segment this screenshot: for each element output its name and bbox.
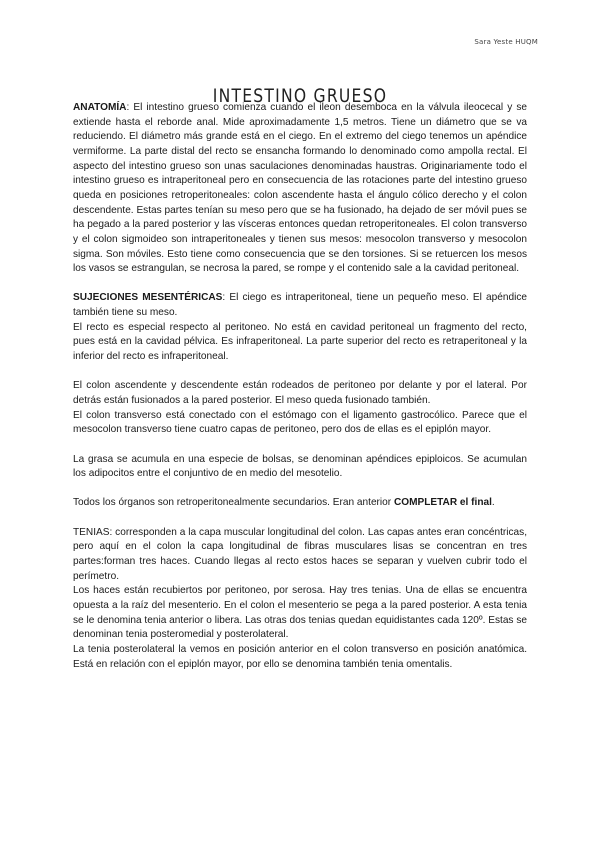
- organos-paragraph: [73, 496, 527, 511]
- tenias-paragraph: TENIAS: corresponden a la capa muscular longitudinal del colon. Las capas antes eran concéntricas, pero aquí en el colon la capa longitudinal de fibras musculares lisas se concentran en tres partes:forman tres haces. Cuando llegas al recto estos haces se separan y vuelven cubrir todo el perímetro.: [73, 526, 527, 582]
- haces-paragraph: Los haces están recubiertos por peritoneo, por serosa. Hay tres tenias. Una de ellas se encuentra opuesta a la raíz del mesenterio. En el colon el mesenterio se pega a la pared posterior. A esta tenia se le denomina tenia anterior o libera. Las otras dos tenias quedan equidistantes cada 120º. Estas se denominan tenia posteromedial y posterolateral.: [73, 585, 527, 641]
- anatomia-text: : El intestino grueso comienza cuando el ileon desemboca en la válvula ileocecal y se extiende hasta el reborde anal. Mide aproximadamente 1,5 metros. Tiene un diámetro que se va reduciendo. El diámetro más grande está en el ciego. En el extremo del ciego tenemos un apéndice vermiforme. La parte distal del recto se ensancha formando lo denominado como ampolla rectal. El aspecto del intestino grueso son unas saculaciones denominadas haustras. Originariamente todo el intestino grueso es intraperitoneal pero en consecuencia de las rotaciones parte del intestino grueso queda en posiciones retroperitoneales: colon ascendente hasta el ángulo cólico derecho y el colon descendente. Estas partes tenían su meso pero que se ha fusionado, ha dejado de ser móvil pues se ha pegado a la pared posterior y las vísceras entonces quedan retroperitoneales. El colon transverso y el colon sigmoideo son intraperitoneales y tienen sus mesos: mesocolon transverso y mesocolon sigma. Son móviles. Esto tiene como consecuencia que se den torsiones. Si se retuercen los mesos los vasos se estrangulan, se necrosa la pared, se rompe y el contenido sale a la cavidad peritoneal.: [73, 102, 527, 275]
- anatomia-paragraph: [73, 101, 527, 277]
- sujeciones-text: : El ciego es intraperitoneal, tiene un pequeño meso. El apéndice también tiene su meso.: [73, 292, 527, 319]
- sujeciones-paragraph: [73, 291, 527, 320]
- organos-text: Todos los órganos son retroperitonealmente secundarios. Eran anterior: [73, 497, 394, 509]
- author-header: Sara Yeste HUQM: [474, 38, 538, 46]
- document-body: [73, 101, 527, 672]
- recto-paragraph: El recto es especial respecto al peritoneo. No está en cavidad peritoneal un fragmento del recto, pues está en la cavidad pélvica. Es infraperitoneal. La parte superior del recto es retraperitoneal y la inferior del recto es infraperitoneal.: [73, 321, 527, 363]
- organos-end: .: [491, 497, 495, 509]
- page-title: INTESTINO GRUESO: [212, 84, 388, 107]
- sujeciones-heading: SUJECIONES MESENTÉRICAS: [73, 292, 223, 304]
- anatomia-heading: ANATOMÍA: [73, 102, 127, 113]
- tenia-posterolateral-paragraph: La tenia posterolateral la vemos en posición anterior en el colon transverso en posición anatómica. Está en relación con el epiplón mayor, por ello se denomina también tenia omentalis.: [73, 643, 527, 670]
- grasa-paragraph: La grasa se acumula en una especie de bolsas, se denominan apéndices epiploicos. Se acumulan los adipocitos entre el conjuntivo de en medio del mesotelio.: [73, 453, 527, 480]
- completar-note: COMPLETAR el final: [393, 497, 492, 509]
- colon-ascendente-paragraph: El colon ascendente y descendente están rodeados de peritoneo por delante y por el lateral. Por detrás están fusionados a la pared posterior. El meso queda fusionado también.: [73, 380, 527, 406]
- colon-transverso-paragraph: El colon transverso está conectado con el estómago con el ligamento gastrocólico. Parece que el mesocolon transverso tiene cuatro capas de peritoneo, pero dos de ellas es el epiplón mayor.: [73, 409, 527, 436]
